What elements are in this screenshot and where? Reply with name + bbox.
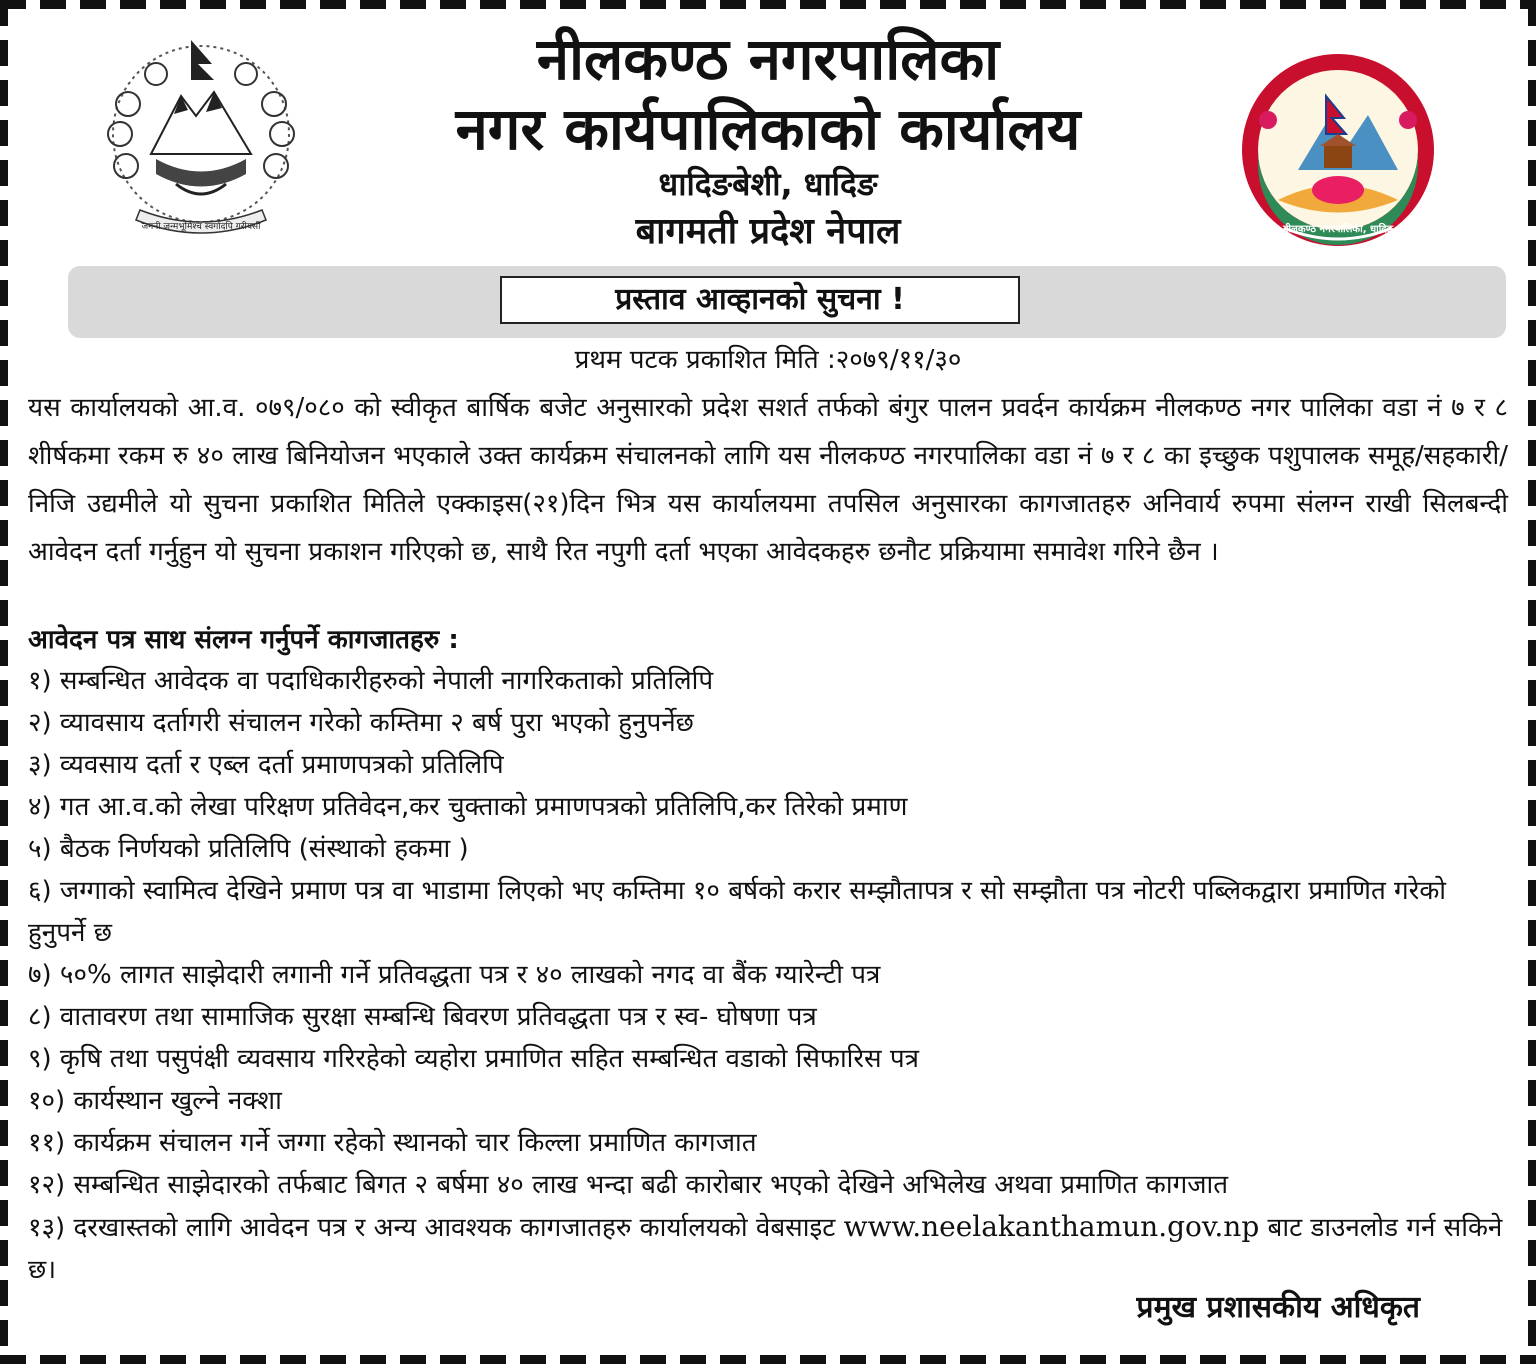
requirements-list: [28, 660, 1508, 1291]
list-item: ८) वातावरण तथा सामाजिक सुरक्षा सम्बन्धि बिवरण प्रतिवद्धता पत्र र स्व- घोषणा पत्र: [28, 1002, 817, 1032]
list-item: ११) कार्यक्रम संचालन गर्ने जग्गा रहेको स्थानको चार किल्ला प्रमाणित कागजात: [28, 1128, 757, 1158]
list-item: ६) जग्गाको स्वामित्व देखिने प्रमाण पत्र वा भाडामा लिएको भए कम्तिमा १० बर्षको करार सम्झौतापत्र र सो सम्झौता पत्र नोटरी पब्लिकद्वारा प्रमाणित गरेको हुनुपर्ने छ: [28, 876, 1447, 948]
notice-body: यस कार्यालयको आ.व. ०७९/०८० को स्वीकृत बार्षिक बजेट अनुसारको प्रदेश सशर्त तर्फको बंगुर पालन प्रवर्दन कार्यक्रम नीलकण्ठ नगर पालिका वडा नं ७ र ८ शीर्षकमा रकम रु ४० लाख बिनियोजन भएकाले उक्त कार्यक्रम संचालनको लागि यस नीलकण्ठ नगरपालिका वडा नं ७ र ८ का इच्छुक पशुपालक समूह/सहकारी/निजि उद्यमीले यो सुचना प्रकाशित मितिले एक्काइस(२१)दिन भित्र यस कार्यालयमा तपसिल अनुसारका कागजातहरु अनिवार्य रुपमा संलग्न राखी सिलबन्दी आवेदन दर्ता गर्नुहुन यो सुचना प्रकाशन गरिएको छ, साथै रित नपुगी दर्ता भएका आवेदकहरु छनौट प्रक्रियामा समावेश गरिने छैन ।: [28, 393, 1508, 567]
dashed-border-bottom: [0, 1355, 1536, 1364]
logo-text: नीलकण्ठ नगरपालिका, धादिङ: [1282, 224, 1394, 235]
signatory-title: प्रमुख प्रशासकीय अधिकृत: [1136, 1290, 1420, 1325]
list-item: ४) गत आ.व.को लेखा परिक्षण प्रतिवेदन,कर चुक्ताको प्रमाणपत्रको प्रतिलिपि,कर तिरेको प्रमाण: [28, 792, 908, 822]
municipality-logo-icon: [1238, 50, 1438, 250]
list-item: ७) ५०% लागत साझेदारी लगानी गर्ने प्रतिवद्धता पत्र र ४० लाखको नगद वा बैंक ग्यारेन्टी पत्र: [28, 960, 881, 990]
website-link[interactable]: www.neelakanthamun.gov.np: [843, 1210, 1260, 1243]
notice-title: प्रस्ताव आव्हानको सुचना !: [500, 276, 1020, 324]
office-name: नगर कार्यपालिकाको कार्यालय: [455, 95, 1081, 163]
emblem-motto: जननी जन्मभूमिश्च स्वर्गादपि गरीयसी: [141, 222, 261, 232]
list-item: ३) व्यवसाय दर्ता र एब्ल दर्ता प्रमाणपत्रको प्रतिलिपि: [28, 750, 504, 780]
list-item: २) व्यावसाय दर्तागरी संचालन गरेको कम्तिमा २ बर्ष पुरा भएको हुनुपर्नेछ: [28, 708, 694, 738]
list-item: ९) कृषि तथा पसुपंक्षी व्यवसाय गरिरहेको व्यहोरा प्रमाणित सहित सम्बन्धित वडाको सिफारिस पत्र: [28, 1044, 920, 1074]
last-item-suffix: बाट डाउनलोड गर्न सकिने छ।: [28, 1213, 1503, 1285]
requirements-heading: आवेदन पत्र साथ संलग्न गर्नुपर्ने कागजातहरु :: [28, 625, 459, 655]
municipality-name: नीलकण्ठ नगरपालिका: [536, 25, 1000, 93]
list-item: [28, 1206, 1508, 1291]
dashed-border-top: [0, 0, 1536, 9]
list-item: १) सम्बन्धित आवेदक वा पदाधिकारीहरुको नेपाली नागरिकताको प्रतिलिपि: [28, 666, 714, 696]
notice-title-banner: [68, 266, 1506, 338]
list-item: १०) कार्यस्थान खुल्ने नक्शा: [28, 1086, 282, 1116]
letterhead: [0, 14, 1536, 264]
last-item-prefix: १३) दरखास्तको लागि आवेदन पत्र र अन्य आवश्यक कागजातहरु कार्यालयको वेबसाइट: [28, 1213, 836, 1243]
list-item: ५) बैठक निर्णयको प्रतिलिपि (संस्थाको हकमा ): [28, 834, 469, 864]
publish-date: प्रथम पटक प्रकाशित मिति :२०७९/११/३०: [574, 345, 962, 375]
list-item: १२) सम्बन्धित साझेदारको तर्फबाट बिगत २ बर्षमा ४० लाख भन्दा बढी कारोबार भएको देखिने अभिलेख अथवा प्रमाणित कागजात: [28, 1170, 1229, 1200]
province-country: बागमती प्रदेश नेपाल: [635, 211, 901, 252]
office-address: धादिङबेशी, धादिङ: [658, 165, 878, 203]
